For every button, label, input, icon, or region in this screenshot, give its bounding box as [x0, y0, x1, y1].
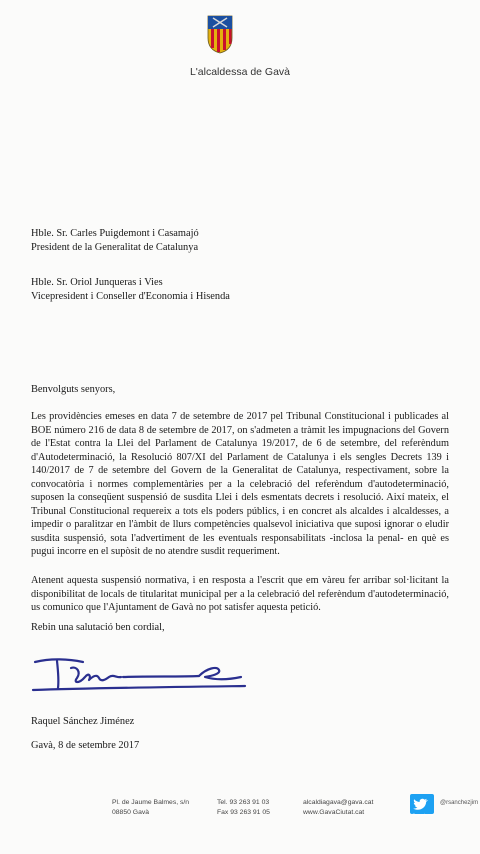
body-paragraph: Les providències emeses en data 7 de setembre de 2017 pel Tribunal Constitucional i publicades al BOE número 216 de data 8 de setembre de 2017, on s'admeten a tràmit les impugnacions del Govern de l'Estat contra la Llei del Parlament de Catalunya 19/2017, de 6 de setembre, del referèndum d'Autodeterminació, la Resolució 807/XI del Parlament de Catalunya i els sengles Decrets 139 i 140/2017 de 7 de setembre del Govern de la Generalitat de Catalunya, respectivament, sobre la convocatòria i normes complementàries per a la celebració del referèndum d'autodeterminació, suposen la conseqüent suspensió de susdita Llei i dels esmentats decrets i resolució. Així mateix, el Tribunal Constitucional requereix a tots els poders públics, i en concret als alcaldes i alcaldesses, a impedir o paralitzar en l'àmbit de llurs competències qualsevol iniciativa que suposi ignorar o eludir susdita suspensió, sota l'advertiment de les eventuals responsabilitats -inclosa la penal- en què es pugui incorre en el supòsit de no atendre susdit requeriment.	[31, 411, 449, 557]
body-paragraph: Atenent aquesta suspensió normativa, i en resposta a l'escrit que em vàreu fer arribar sol·licitant la disponibilitat de locals de titularitat municipal per a la celebració del referèndum d'autodeterminació, us comunico que l'Ajuntament de Gavà no pot satisfer aquesta petició.	[31, 575, 449, 613]
footer-website-link[interactable]: www.GavaCiutat.cat	[303, 809, 365, 816]
signer-name: Raquel Sánchez Jiménez	[31, 716, 135, 727]
org-name: L'alcaldessa de Gavà	[189, 66, 291, 78]
salutation: Benvolguts senyors,	[31, 384, 116, 395]
footer-contacts	[303, 798, 373, 818]
footer-phones	[217, 798, 270, 818]
place-and-date: Gavà, 8 de setembre 2017	[31, 740, 140, 751]
footer-fax: Fax 93 263 91 05	[217, 809, 270, 816]
footer-address-line: Pl. de Jaume Balmes, s/n	[112, 799, 190, 806]
recipient-title: President de la Generalitat de Catalunya	[31, 241, 199, 253]
footer-address	[112, 798, 189, 818]
footer-phone: Tel. 93 263 91 03	[217, 799, 270, 806]
recipient-title: Vicepresident i Conseller d'Economia i Hisenda	[31, 290, 230, 302]
recipient-name: Hble. Sr. Oriol Junqueras i Vies	[31, 277, 163, 288]
closing-line: Rebin una salutació ben cordial,	[31, 622, 165, 633]
recipient-name: Hble. Sr. Carles Puigdemont i Casamajó	[31, 228, 199, 239]
recipient-block	[31, 276, 230, 303]
handwritten-signature	[31, 650, 251, 698]
twitter-label: Segueix-me	[412, 812, 434, 817]
twitter-bird-icon[interactable]	[410, 794, 434, 814]
footer-email-link[interactable]: alcaldiagava@gava.cat	[303, 799, 374, 806]
twitter-handle[interactable]: @rsanchezjim	[440, 800, 479, 806]
footer-address-line: 08850 Gavà	[112, 809, 150, 816]
municipal-crest-icon	[206, 14, 234, 54]
recipient-block	[31, 227, 199, 254]
